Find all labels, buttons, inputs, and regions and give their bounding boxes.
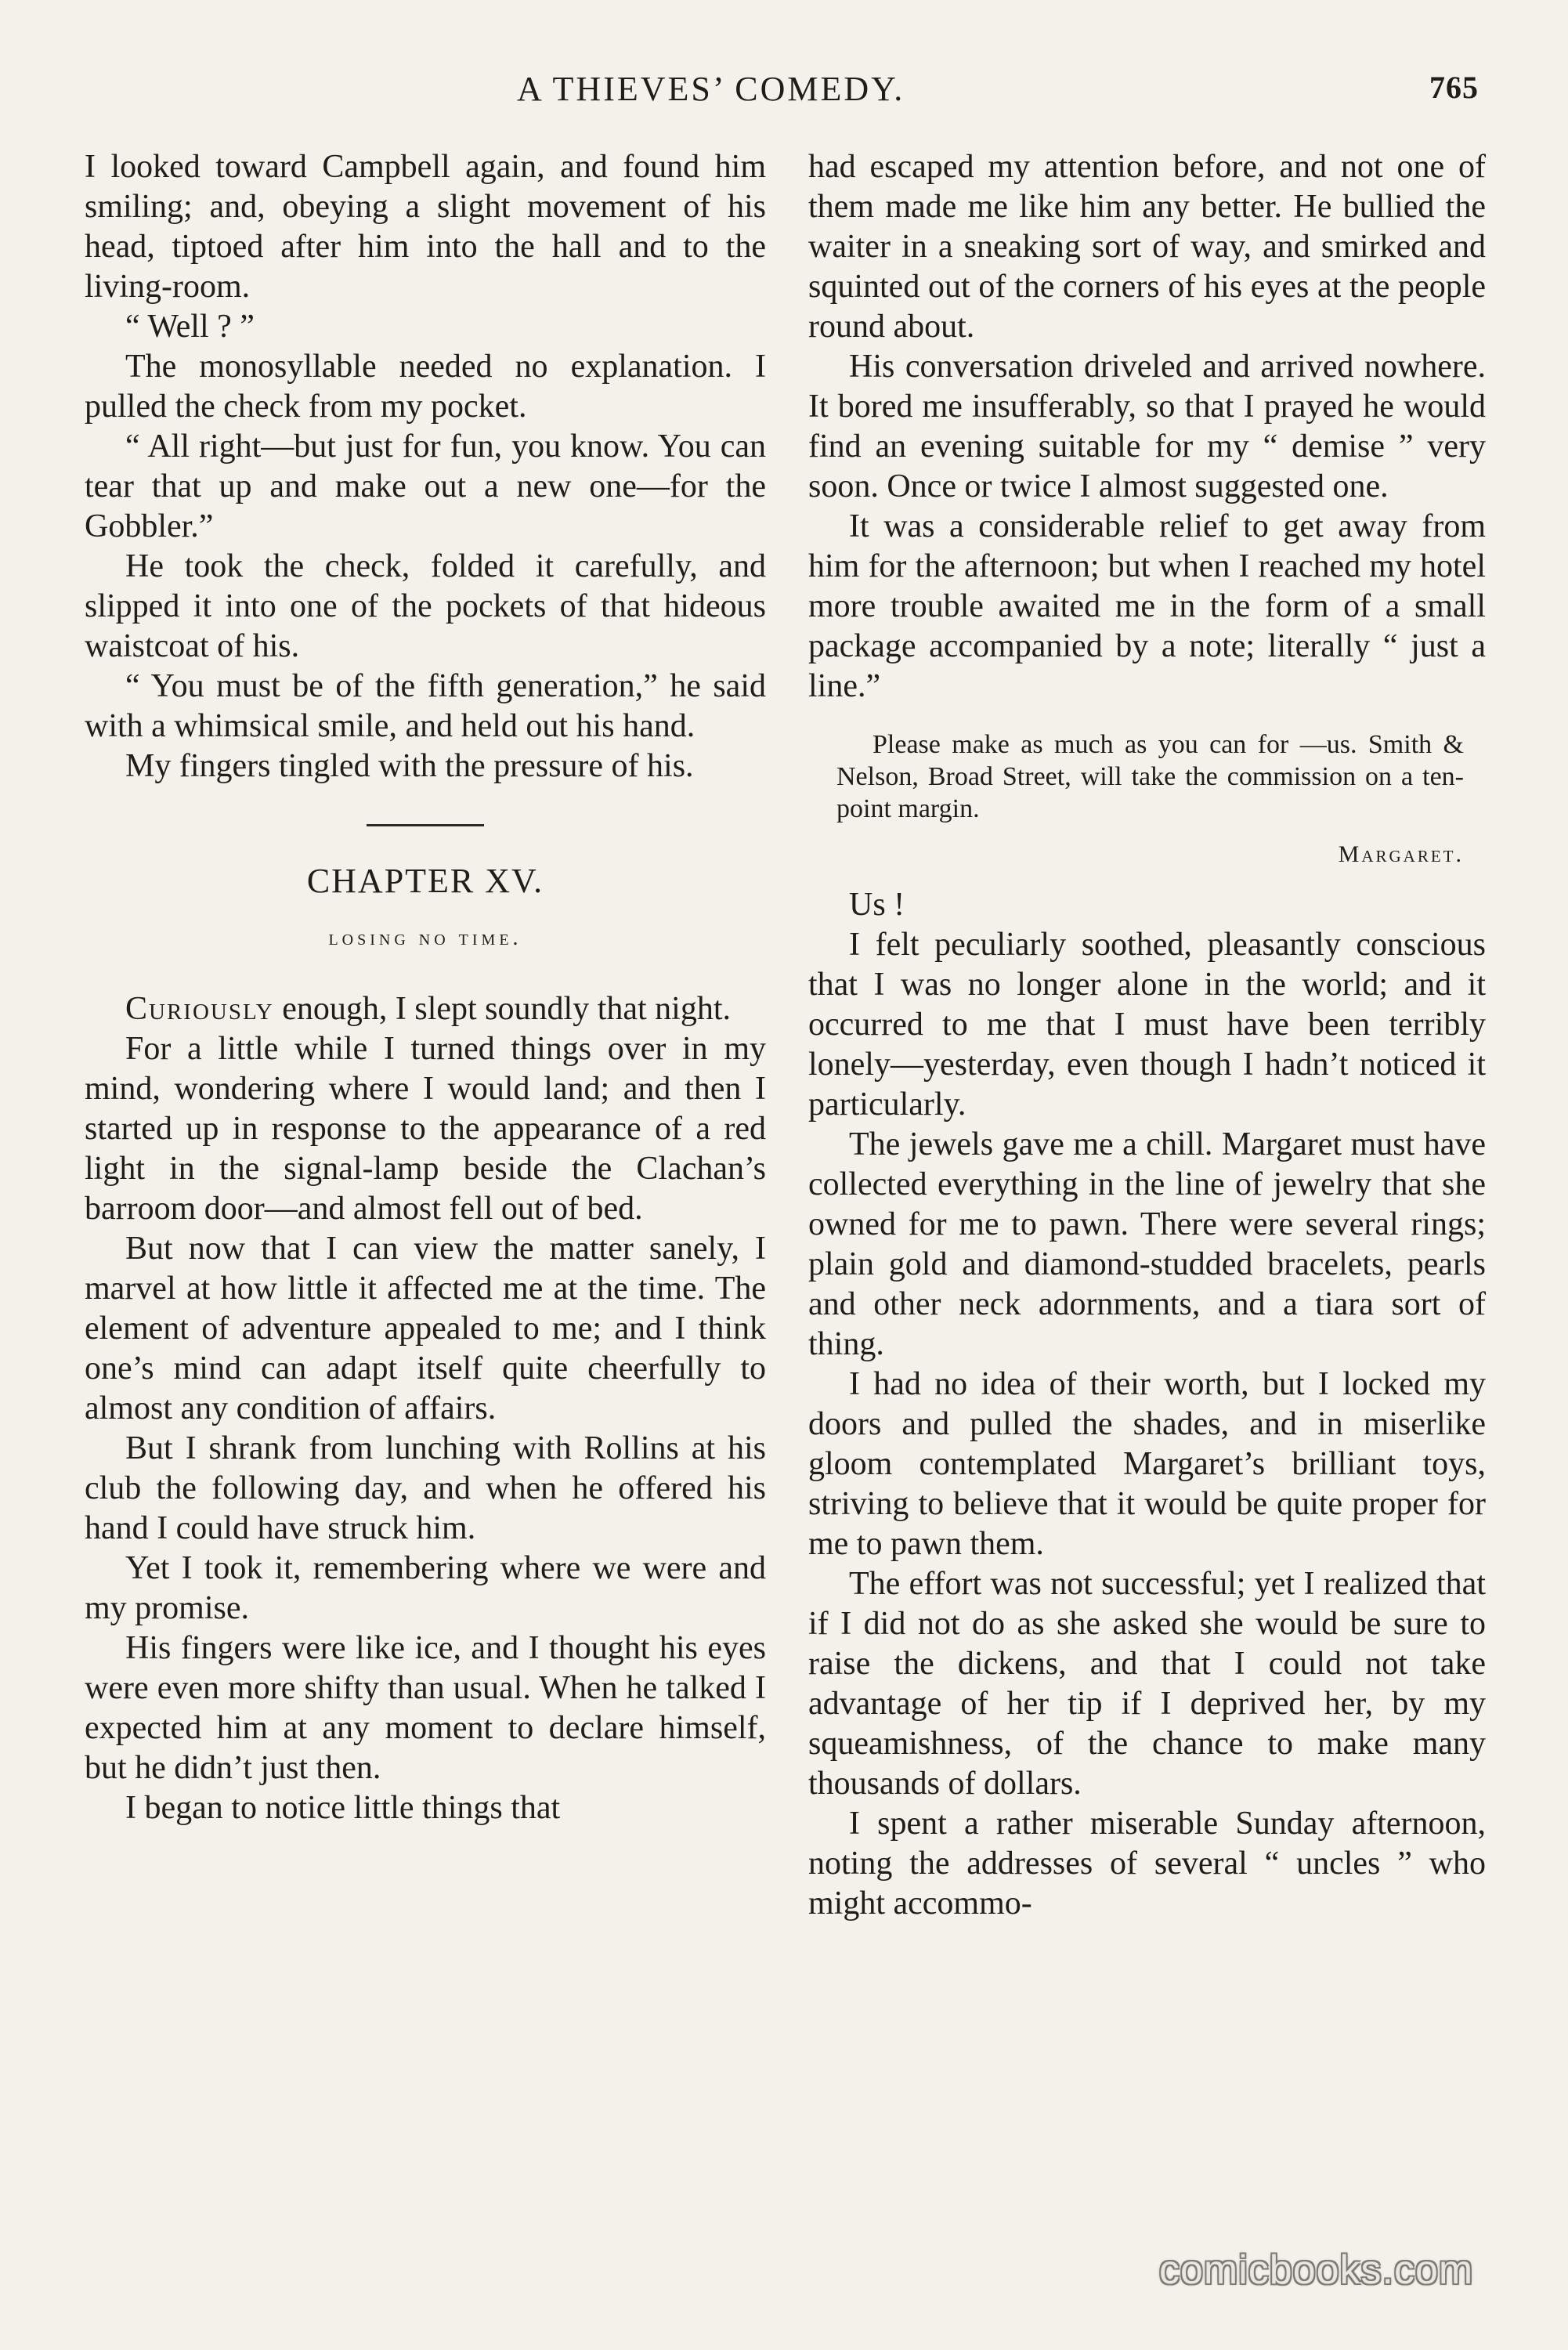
paragraph: “ You must be of the fifth generation,” he said with a whimsical smile, and held out his hand. <box>85 668 766 744</box>
paragraph: The effort was not successful; yet I realized that if I did not do as she asked she would be sure to raise the dickens, and that I could not take advantage of her tip if I deprived her, by my squeamishness, of the chance to make many thousands of dollars. <box>808 1566 1486 1802</box>
paragraph: His fingers were like ice, and I thought his eyes were even more shifty than usual. When he talked I expected him at any moment to declare himself, but he didn’t just then. <box>85 1630 766 1786</box>
quoted-note <box>836 728 1464 825</box>
note-signature: Margaret. <box>1338 841 1464 867</box>
note-text: Please make as much as you can for —us. Smith & Nelson, Broad Street, will take the commission on a ten-point margin. <box>836 730 1464 823</box>
chapter-subtitle: losing no time. <box>328 926 522 950</box>
paragraph: Us ! <box>849 887 905 923</box>
paragraph: I spent a rather miserable Sunday afternoon, noting the addresses of several “ uncles ” who might accommo- <box>808 1806 1486 1922</box>
paragraph: But I shrank from lunching with Rollins at his club the following day, and when he offered his hand I could have struck him. <box>85 1430 766 1546</box>
right-column <box>808 147 1486 1924</box>
page-number: 765 <box>1429 70 1479 105</box>
paragraph: “ Well ? ” <box>125 309 255 345</box>
paragraph: I began to notice little things that <box>125 1790 561 1826</box>
chapter-first-word: Curiously <box>125 991 274 1027</box>
paragraph: But now that I can view the matter sanely, I marvel at how little it affected me at the time. The element of adventure appealed to me; and I think one’s mind can adapt itself quite cheerfully to almost any condition of affairs. <box>85 1231 766 1426</box>
paragraph: I looked toward Campbell again, and found him smiling; and, obeying a slight movement of his head, tiptoed after him into the hall and to the living-room. <box>85 149 766 305</box>
paragraph: I felt peculiarly soothed, pleasantly conscious that I was no longer alone in the world; and it occurred to me that I must have been terribly lonely—yesterday, even though I hadn’t noticed it particularly. <box>808 927 1486 1123</box>
paragraph: I had no idea of their worth, but I locked my doors and pulled the shades, and in miserlike gloom contemplated Margaret’s brilliant toys, striving to believe that it would be quite proper for me to pawn them. <box>808 1366 1486 1562</box>
paragraph: had escaped my attention before, and not one of them made me like him any better. He bullied the waiter in a sneaking sort of way, and smirked and squinted out of the corners of his eyes at the people round about. <box>808 149 1486 345</box>
paragraph: He took the check, folded it carefully, and slipped it into one of the pockets of that hideous waistcoat of his. <box>85 548 766 664</box>
paragraph: It was a considerable relief to get away from him for the afternoon; but when I reached my hotel more trouble awaited me in the form of a small package accompanied by a note; literally “ just a line.” <box>808 508 1486 704</box>
paragraph: “ All right—but just for fun, you know. You can tear that up and make out a new one—for the Gobbler.” <box>85 428 766 544</box>
running-title: A THIEVES’ COMEDY. <box>517 70 905 108</box>
chapter-opening-paragraph <box>85 989 766 1029</box>
paragraph: My fingers tingled with the pressure of his. <box>125 748 694 784</box>
left-column <box>85 147 766 1828</box>
paragraph: His conversation driveled and arrived nowhere. It bored me insufferably, so that I prayed he would find an evening suitable for my “ demise ” very soon. Once or twice I almost suggested one. <box>808 349 1486 504</box>
chapter-opening-text: enough, I slept soundly that night. <box>273 991 732 1027</box>
site-watermark: comicbooks.com <box>1159 2247 1474 2293</box>
paragraph: For a little while I turned things over in my mind, wondering where I would land; and then I started up in response to the appearance of a red light in the signal-lamp beside the Clachan’s barroom door—and almost fell out of bed. <box>85 1031 766 1227</box>
section-divider <box>367 824 484 826</box>
paragraph: The monosyllable needed no explanation. I pulled the check from my pocket. <box>85 349 766 425</box>
paragraph: Yet I took it, remembering where we were and my promise. <box>85 1550 766 1626</box>
page-header <box>0 69 1568 116</box>
chapter-heading: CHAPTER XV. <box>306 862 544 900</box>
paragraph: The jewels gave me a chill. Margaret must have collected everything in the line of jewelry that she owned for me to pawn. There were several rings; plain gold and diamond-studded bracelets, pearls and other neck adornments, and a tiara sort of thing. <box>808 1126 1486 1362</box>
